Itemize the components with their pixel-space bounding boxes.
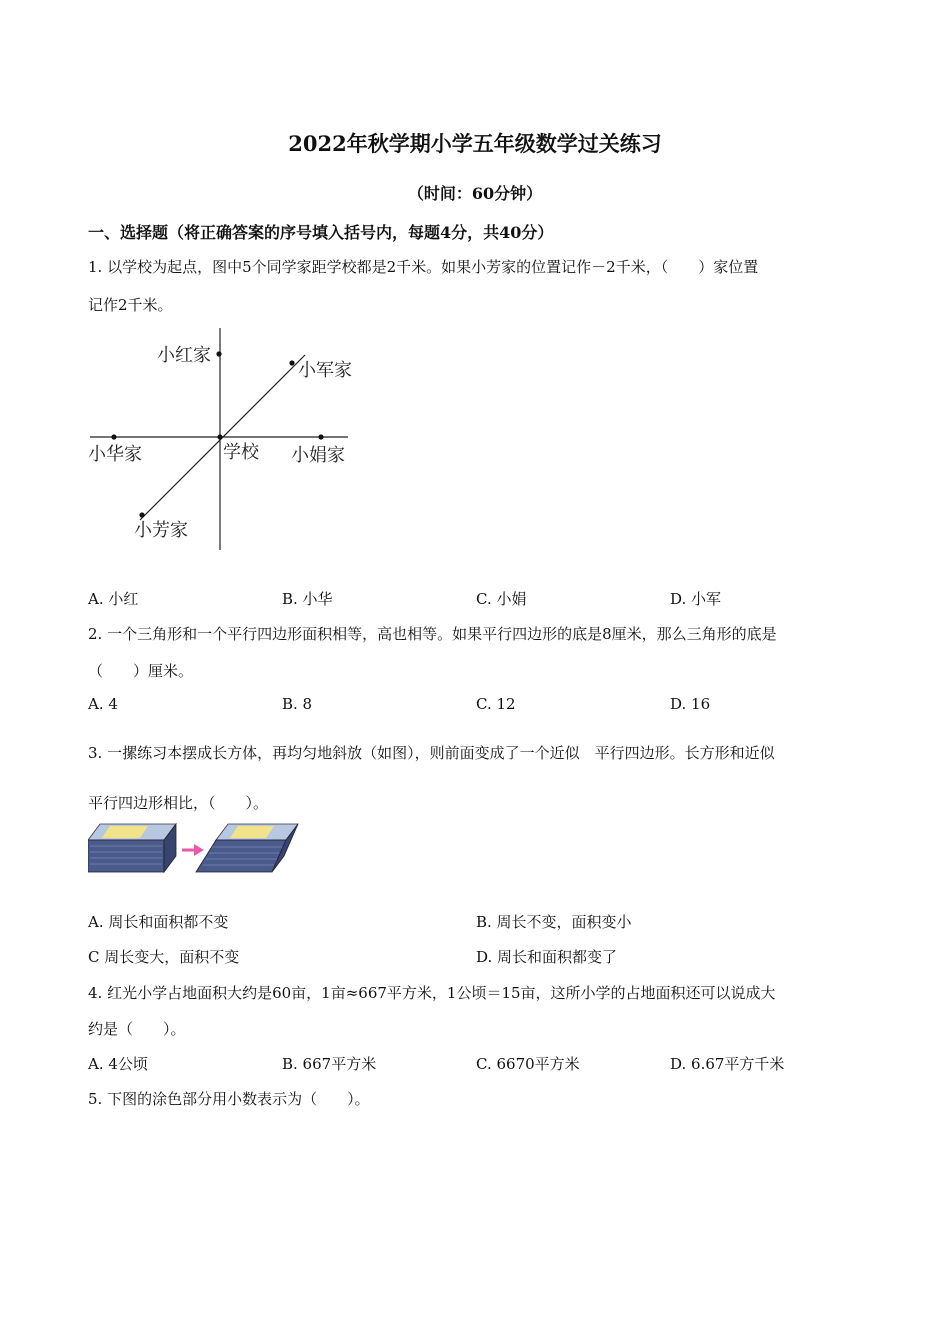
q1-option-c: C. 小娟 (476, 590, 527, 608)
time-limit: （时间：60分钟） (407, 184, 543, 203)
question-2-line-2: （ ）厘米。 (88, 662, 194, 680)
q3-option-d: D. 周长和面积都变了 (476, 948, 618, 966)
label-school: 学校 (223, 442, 259, 463)
q4-option-c: C. 6670平方米 (476, 1055, 580, 1073)
q1-option-a: A. 小红 (88, 590, 139, 608)
label-xiaofang: 小芳家 (134, 520, 188, 541)
label-xiaojun: 小军家 (298, 360, 352, 381)
question-2-line-1: 2. 一个三角形和一个平行四边形面积相等，高也相等。如果平行四边形的底是8厘米，那么三角形的底是 (88, 625, 777, 643)
q3-option-a: A. 周长和面积都不变 (88, 913, 229, 931)
question-4-line-1: 4. 红光小学占地面积大约是60亩，1亩≈667平方米，1公顷＝15亩，这所小学的占地面积还可以说成大 (88, 984, 776, 1002)
xiaofang-point (139, 512, 144, 517)
xiaojun-point (289, 360, 294, 365)
question-1-line-2: 记作2千米。 (88, 296, 173, 314)
school-point (217, 434, 222, 439)
question-1-line-1: 1. 以学校为起点，图中5个同学家距学校都是2千米。如果小芳家的位置记作－2千米，（ ）家位置 (88, 258, 759, 276)
question-3-line-1: 3. 一摞练习本摆成长方体，再均匀地斜放（如图），则前面变成了一个近似 平行四边形。长方形和近似 (88, 744, 775, 762)
question-5-line-1: 5. 下图的涂色部分用小数表示为（ ）。 (88, 1090, 370, 1108)
stack-front-straight (88, 840, 164, 872)
label-xiaohua: 小华家 (88, 444, 142, 465)
q3-option-c: C 周长变大，面积不变 (88, 948, 240, 966)
q1-direction-figure (80, 320, 380, 560)
page-title: 2022年秋学期小学五年级数学过关练习 (288, 131, 662, 156)
arrow-head-icon (194, 844, 204, 856)
q4-option-d: D. 6.67平方千米 (670, 1055, 785, 1073)
q4-option-b: B. 667平方米 (282, 1055, 377, 1073)
q3-notebook-figure (88, 822, 303, 874)
section-heading: 一、选择题（将正确答案的序号填入括号内，每题4分，共40分） (88, 223, 554, 242)
question-3-line-2: 平行四边形相比，（ ）。 (88, 794, 269, 812)
stack-front-slanted (196, 840, 286, 872)
xiaojuan-point (318, 434, 323, 439)
label-xiaohong: 小红家 (157, 345, 211, 366)
xiaohong-point (216, 351, 221, 356)
xiaohua-point (111, 434, 116, 439)
q2-option-d: D. 16 (670, 695, 711, 713)
q2-option-a: A. 4 (88, 695, 118, 713)
label-xiaojuan: 小娟家 (291, 445, 345, 466)
q2-option-c: C. 12 (476, 695, 516, 713)
notebook-cover-straight (102, 826, 148, 838)
q4-option-a: A. 4公顷 (88, 1055, 148, 1073)
question-4-line-2: 约是（ ）。 (88, 1020, 186, 1038)
q2-option-b: B. 8 (282, 695, 313, 713)
q1-option-b: B. 小华 (282, 590, 333, 608)
q1-option-d: D. 小军 (670, 590, 722, 608)
q3-option-b: B. 周长不变，面积变小 (476, 913, 632, 931)
